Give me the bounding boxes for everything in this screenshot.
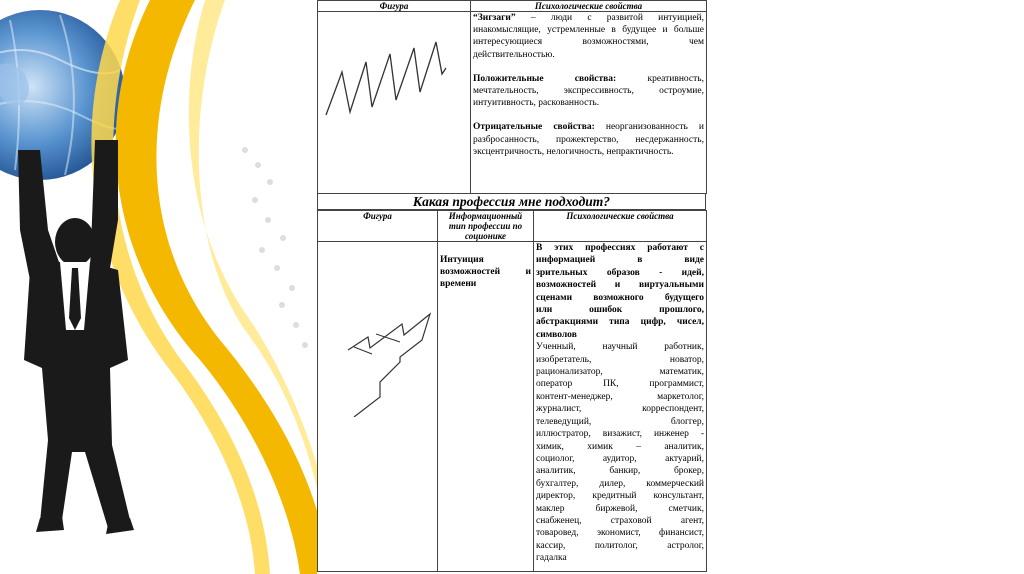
profession-list — [536, 341, 704, 564]
description-line: или ошибок прошлого, — [536, 305, 704, 316]
profession-line: Ученный, научный работник, — [536, 342, 704, 353]
profession-line: рационализатор, математик, — [536, 367, 704, 378]
positive-text: креативность, мечтательность, экспрессивность, остроумие, интуитивность, раскованность. — [473, 73, 704, 109]
column-header-info-type: Информационный тип профессии по соционике — [438, 211, 534, 242]
profession-line: кассир, политолог, астролог, — [536, 540, 704, 551]
profession-line: товаровед, экономист, финансист, — [536, 528, 704, 539]
profession-line: контент-менеджер, маркетолог, — [536, 391, 704, 402]
description-line: зрительных образов - идей, — [536, 267, 704, 278]
profession-description — [536, 242, 704, 341]
profession-line: изобретатель, новатор, — [536, 354, 704, 365]
description-line: сценами возможного будущего — [536, 292, 704, 303]
zigzag-figure-cell-2 — [318, 242, 438, 572]
negative-label: Отрицательные свойства: — [473, 122, 595, 133]
profession-line: оператор ПК, программист, — [536, 379, 704, 390]
intro-title: “Зигзаги” — [473, 13, 516, 23]
profession-properties-cell — [534, 242, 707, 572]
profession-line: маклер биржевой, сметчик, — [536, 503, 704, 514]
description-line: информацией в виде — [536, 255, 704, 266]
info-type-cell: Интуиция возможностей и времени — [438, 242, 534, 572]
zigzag-figure-cell — [318, 12, 471, 194]
profession-line: телеведущий, блоггер, — [536, 416, 704, 427]
zigzag-shape-image-2 — [320, 242, 435, 417]
decorative-background — [0, 0, 330, 574]
column-header-properties-2: Психологические свойства — [534, 211, 707, 242]
profession-line: снабженец, страховой агент, — [536, 515, 704, 526]
profession-line: химик, химик – аналитик, — [536, 441, 704, 452]
negative-text: неорганизованность и разбросанность, прожектерство, несдержанность, эксцентричность, нелогичность, непрактичность. — [473, 122, 705, 157]
profession-line: социолог, аудитор, актуарий, — [536, 453, 704, 464]
profession-line: бухгалтер, дилер, коммерческий — [536, 478, 704, 489]
figure-properties-table — [317, 0, 707, 194]
zigzag-shape-image — [320, 12, 465, 187]
profession-line: гадалка — [536, 553, 567, 564]
column-header-figure: Фигура — [318, 1, 471, 12]
properties-cell — [471, 12, 707, 194]
description-line: символов — [536, 329, 577, 340]
column-header-properties: Психологические свойства — [471, 1, 707, 12]
positive-label: Положительные свойства: — [473, 73, 617, 84]
description-line: абстракциями типа цифр, чисел, — [536, 317, 704, 328]
profession-line: иллюстратор, визажист, инженер - — [536, 429, 704, 440]
description-line: возможностей и виртуальными — [536, 280, 704, 291]
description-line: В этих профессиях работают с — [536, 243, 704, 253]
profession-table — [317, 210, 707, 572]
column-header-figure-2: Фигура — [318, 211, 438, 242]
intro-text: – люди с развитой интуицией, инакомыслящие, устремленные в будущее и больше интересующиеся возможностями, чем действительностью. — [473, 13, 704, 60]
section-title: Какая профессия мне подходит? — [317, 194, 706, 210]
profession-line: аналитик, банкир, брокер, — [536, 466, 704, 477]
document-page — [317, 0, 706, 574]
profession-line: директор, кредитный консультант, — [536, 491, 704, 502]
businessman-silhouette — [18, 140, 134, 534]
profession-line: журналист, корреспондент, — [536, 404, 704, 415]
